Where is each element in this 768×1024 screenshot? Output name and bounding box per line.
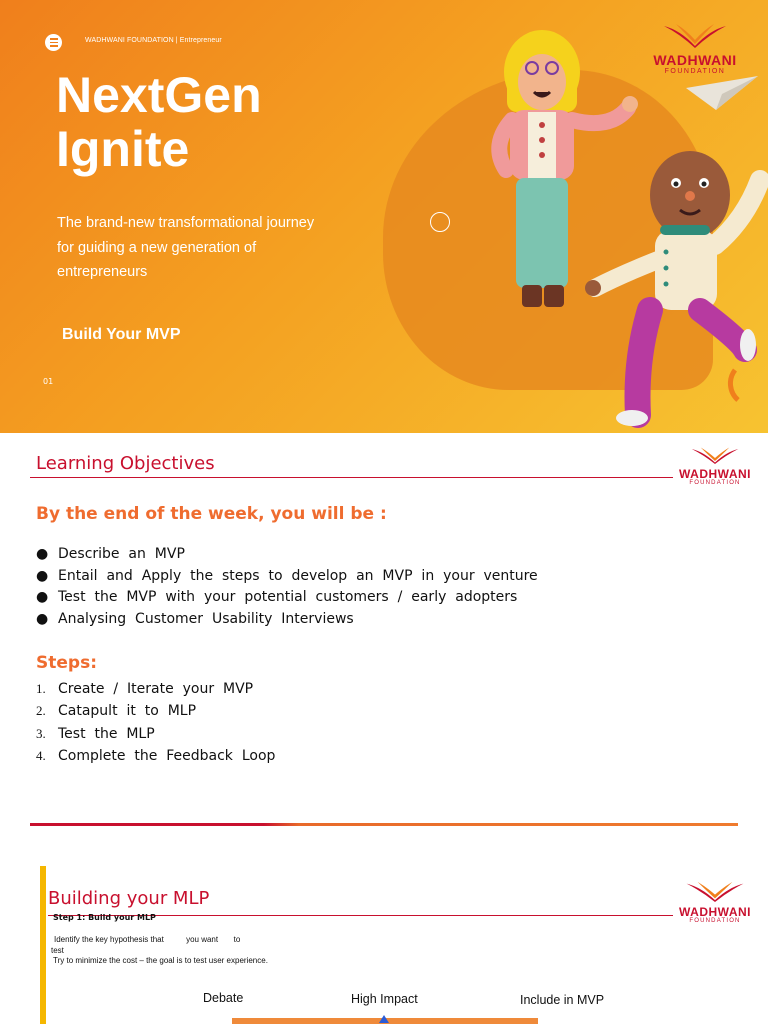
list-item: 4. Complete the Feedback Loop [36, 747, 276, 764]
paper-plane-icon [686, 74, 758, 112]
logo-wordmark: WADHWANI [653, 52, 737, 68]
bullet-icon: ● [36, 610, 49, 627]
title-rule [30, 477, 673, 478]
hero-title-line1: NextGen [56, 67, 262, 123]
bullet-icon: ● [36, 546, 49, 562]
step-label: Step 1: Build your MLP [53, 913, 156, 922]
logo-submark: FOUNDATION [689, 918, 741, 924]
steps-list [36, 678, 275, 767]
module-title: Build Your MVP [62, 326, 181, 343]
logo-mark-icon [676, 880, 754, 902]
hero-title-line2: Ignite [56, 121, 190, 177]
objectives-list [36, 544, 538, 630]
logo-submark: FOUNDATION [689, 480, 741, 486]
body-text: test [51, 946, 64, 955]
objectives-lead: By the end of the week, you will be : [36, 504, 387, 524]
org-label: WADHWANI FOUNDATION | Entrepreneur [85, 37, 222, 44]
circle-icon [430, 212, 450, 232]
slide-title: Learning Objectives [36, 453, 215, 474]
body-text: Identify the key hypothesis that you want to [54, 935, 241, 944]
arrow-up-icon [379, 1015, 389, 1023]
list-item: 2. Catapult it to MLP [36, 703, 197, 720]
logo-submark: FOUNDATION [664, 68, 726, 75]
page-number: 01 [43, 377, 54, 386]
hero-subtitle: The brand-new transformational journey for guiding a new generation of entrepreneurs [57, 215, 315, 280]
slide-title: Building your MLP [48, 888, 210, 909]
wadhwani-logo [670, 880, 760, 925]
wadhwani-logo [640, 22, 750, 75]
menu-icon[interactable] [45, 34, 62, 51]
logo-mark-icon [662, 22, 728, 48]
body-text: Try to minimize the cost – the goal is to test user experience. [53, 956, 268, 965]
logo-wordmark: WADHWANI [679, 467, 751, 481]
logo-wordmark: WADHWANI [679, 905, 751, 919]
logo-mark-icon [689, 446, 741, 464]
steps-title: Steps: [36, 653, 97, 673]
bullet-icon: ● [36, 567, 49, 584]
list-item: 1. Create / Iterate your MVP [36, 681, 254, 697]
list-item: ● Analysing Customer Usability Interviews [36, 609, 538, 631]
wadhwani-logo [670, 446, 760, 487]
accent-bar [40, 866, 46, 1024]
hero-slide [0, 0, 768, 433]
column-label-include: Include in MVP [520, 993, 605, 1007]
section-divider [30, 823, 738, 826]
list-item: ● Describe an MVP [36, 544, 538, 566]
column-label-high-impact: High Impact [351, 992, 418, 1006]
column-label-debate: Debate [203, 991, 244, 1005]
hero-title [56, 68, 386, 176]
list-item: 3. Test the MLP [36, 725, 155, 742]
list-item: ● Entail and Apply the steps to develop an MVP in your venture [36, 566, 538, 588]
bullet-icon: ● [36, 589, 49, 605]
list-item: ● Test the MVP with your potential customers / early adopters [36, 587, 538, 609]
